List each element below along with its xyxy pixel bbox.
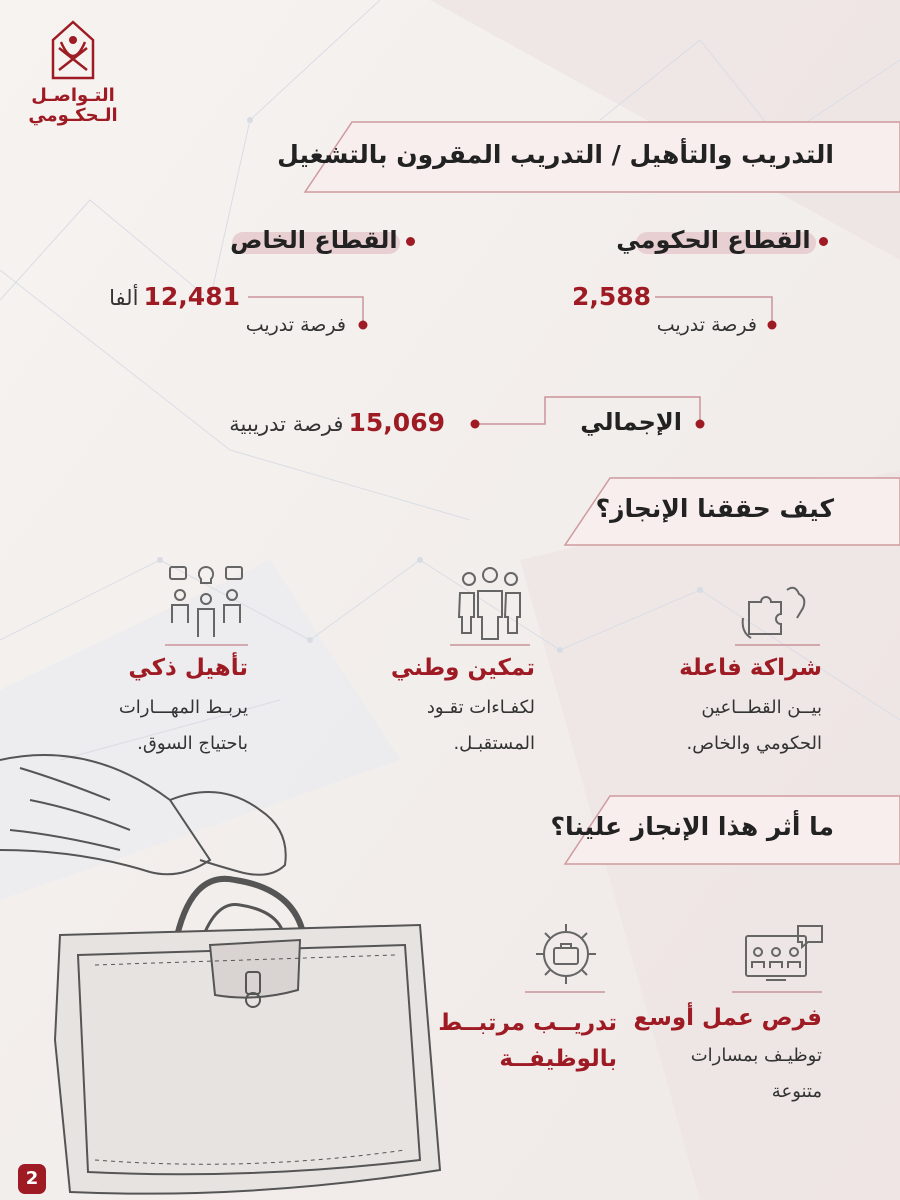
private-value-row (109, 282, 240, 311)
impact-item-1-title: فرص عمل أوسع (633, 1005, 822, 1031)
impact-item-2-title: تدريــب مرتبــط بالوظيفــة (438, 1010, 617, 1072)
private-unit: فرصة تدريب (245, 314, 346, 336)
bullet-dot (406, 237, 415, 246)
page-title: التدريب والتأهيل / التدريب المقرون بالتشغيل (277, 140, 834, 169)
people-group-icon (452, 565, 528, 641)
how-item-2-desc: لكفـاءات تقـود المستقبـل. (426, 697, 535, 754)
impact-heading: ما أثر هذا الإنجاز علينا؟ (550, 812, 834, 841)
gear-briefcase-icon (532, 920, 600, 988)
government-sector-label: القطاع الحكومي (616, 226, 828, 254)
government-unit: فرصة تدريب (656, 314, 757, 336)
how-item-2-title: تمكين وطني (390, 655, 535, 681)
how-item-3-title: تأهيل ذكي (128, 655, 248, 681)
private-sector-label: القطاع الخاص (230, 226, 415, 254)
total-value-row (229, 408, 445, 437)
idea-people-icon (166, 565, 246, 639)
briefcase-hand-illustration (0, 740, 450, 1200)
bullet-dot (819, 237, 828, 246)
total-unit: فرصة تدريبية (229, 412, 344, 436)
how-item-3-desc: يربـط المهـــارات باحتياج السوق. (118, 697, 248, 754)
puzzle-hand-icon (735, 578, 815, 640)
private-value: 12,481 (143, 282, 240, 311)
logo-line-1: التـواصـل (31, 85, 115, 106)
impact-item-1-desc: توظيـف بمسارات متنوعة (690, 1045, 822, 1102)
total-value: 15,069 (348, 408, 445, 437)
oman-emblem-icon (43, 18, 103, 82)
how-item-1-desc: بيــن القطــاعين الحكومي والخاص. (686, 697, 822, 754)
how-item-1-title: شراكة فاعلة (679, 655, 822, 681)
page-number-badge: 2 (18, 1164, 46, 1194)
government-communication-logo (18, 18, 128, 126)
video-meeting-icon (742, 922, 826, 988)
private-suffix: ألفا (109, 286, 139, 310)
total-label: الإجمالي (580, 408, 682, 436)
government-value: 2,588 (572, 282, 652, 311)
how-heading: كيف حققنا الإنجاز؟ (595, 494, 834, 523)
logo-line-2: الـحكـومي (28, 105, 118, 126)
